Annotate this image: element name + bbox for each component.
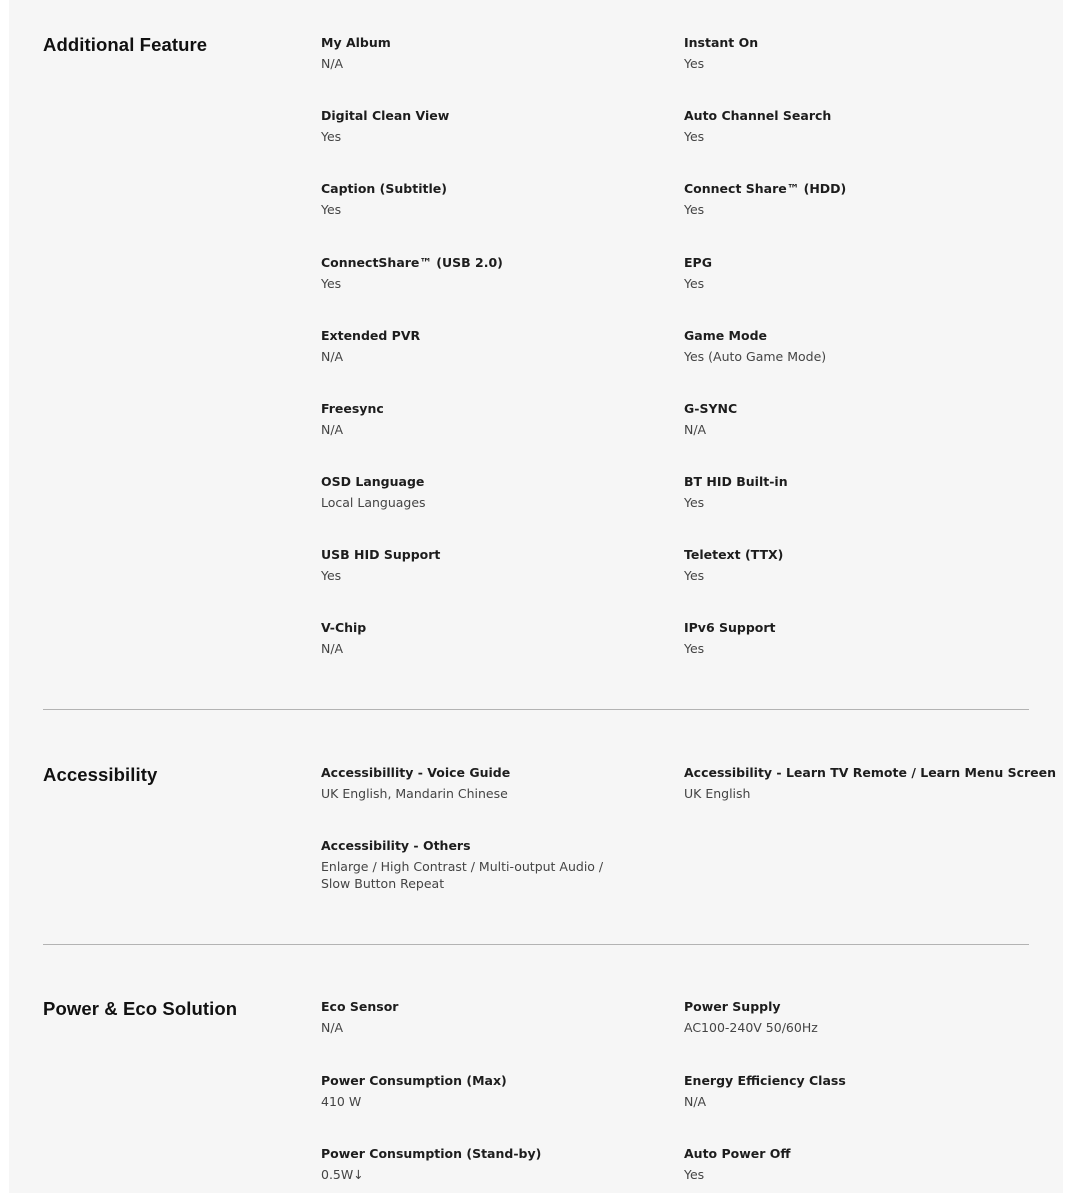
- spec-item: [321, 474, 641, 511]
- spec-value: N/A: [321, 56, 344, 71]
- spec-item: [684, 474, 1004, 511]
- spec-value: Yes: [684, 568, 705, 583]
- spec-item: [321, 181, 641, 218]
- spec-item: [684, 547, 1004, 584]
- spec-label: Power Supply: [684, 999, 781, 1014]
- spec-label: Connect Share™ (HDD): [684, 181, 847, 196]
- spec-item: [321, 35, 641, 72]
- spec-label: Accessibility - Others: [321, 838, 471, 853]
- spec-item: [684, 1146, 1004, 1183]
- section-title: Additional Feature: [43, 34, 208, 55]
- spec-item: [321, 999, 641, 1036]
- spec-value: Yes: [684, 56, 705, 71]
- spec-label: EPG: [684, 255, 712, 270]
- spec-label: Teletext (TTX): [684, 547, 784, 562]
- spec-item: [684, 401, 1004, 438]
- spec-value: 0.5W↓: [321, 1167, 364, 1182]
- spec-item: [321, 1073, 641, 1110]
- spec-item: [321, 401, 641, 438]
- spec-label: Instant On: [684, 35, 759, 50]
- spec-item: [684, 620, 1004, 657]
- spec-label: USB HID Support: [321, 547, 441, 562]
- section-divider: [43, 944, 1029, 945]
- spec-label: Game Mode: [684, 328, 768, 343]
- spec-value: 410 W: [321, 1094, 362, 1109]
- spec-item: [684, 35, 1004, 72]
- spec-item: [321, 328, 641, 365]
- spec-label: Auto Power Off: [684, 1146, 791, 1161]
- spec-value: UK English, Mandarin Chinese: [321, 786, 508, 801]
- spec-label: Power Consumption (Max): [321, 1073, 507, 1088]
- spec-item: [684, 328, 1004, 365]
- spec-item: [684, 181, 1004, 218]
- spec-label: Extended PVR: [321, 328, 421, 343]
- spec-item: [321, 838, 641, 892]
- spec-value: Yes: [684, 641, 705, 656]
- spec-value: Yes: [321, 276, 342, 291]
- spec-label: Power Consumption (Stand-by): [321, 1146, 542, 1161]
- spec-value: Yes: [684, 276, 705, 291]
- section-divider: [43, 709, 1029, 710]
- spec-value: Local Languages: [321, 495, 426, 510]
- spec-item: [684, 999, 1004, 1036]
- section-title: Accessibility: [43, 764, 158, 785]
- spec-value: N/A: [321, 1020, 344, 1035]
- spec-label: Accessibillity - Voice Guide: [321, 765, 511, 780]
- spec-label: Freesync: [321, 401, 384, 416]
- spec-item: [321, 108, 641, 145]
- spec-value: Yes: [321, 129, 342, 144]
- spec-item: [684, 1073, 1004, 1110]
- spec-label: My Album: [321, 35, 391, 50]
- section-title: Power & Eco Solution: [43, 998, 238, 1019]
- spec-value: Yes: [684, 495, 705, 510]
- spec-label: Auto Channel Search: [684, 108, 832, 123]
- spec-item: [684, 255, 1004, 292]
- spec-item: [684, 765, 1064, 802]
- spec-label: V-Chip: [321, 620, 367, 635]
- spec-item: [321, 255, 641, 292]
- spec-item: [321, 620, 641, 657]
- spec-value: N/A: [321, 422, 344, 437]
- spec-value: Yes: [684, 202, 705, 217]
- spec-value: Enlarge / High Contrast / Multi-output Audio / Slow Button Repeat: [321, 859, 604, 891]
- spec-value: N/A: [321, 349, 344, 364]
- spec-label: Caption (Subtitle): [321, 181, 447, 196]
- spec-item: [684, 108, 1004, 145]
- spec-item: [321, 1146, 641, 1183]
- spec-label: Digital Clean View: [321, 108, 450, 123]
- spec-label: IPv6 Support: [684, 620, 776, 635]
- spec-label: ConnectShare™ (USB 2.0): [321, 255, 503, 270]
- spec-value: N/A: [321, 641, 344, 656]
- spec-value: Yes: [321, 568, 342, 583]
- spec-item: [321, 547, 641, 584]
- spec-value: N/A: [684, 422, 707, 437]
- spec-label: G-SYNC: [684, 401, 738, 416]
- spec-value: Yes: [684, 129, 705, 144]
- spec-label: BT HID Built-in: [684, 474, 788, 489]
- spec-value: Yes (Auto Game Mode): [684, 349, 827, 364]
- spec-item: [321, 765, 641, 802]
- spec-value: Yes: [321, 202, 342, 217]
- spec-value: Yes: [684, 1167, 705, 1182]
- spec-value: AC100-240V 50/60Hz: [684, 1020, 818, 1035]
- spec-value: UK English: [684, 786, 751, 801]
- spec-label: Energy Efficiency Class: [684, 1073, 846, 1088]
- spec-label: Accessibility - Learn TV Remote / Learn Menu Screen: [684, 765, 1057, 780]
- spec-value: N/A: [684, 1094, 707, 1109]
- spec-label: OSD Language: [321, 474, 425, 489]
- spec-label: Eco Sensor: [321, 999, 399, 1014]
